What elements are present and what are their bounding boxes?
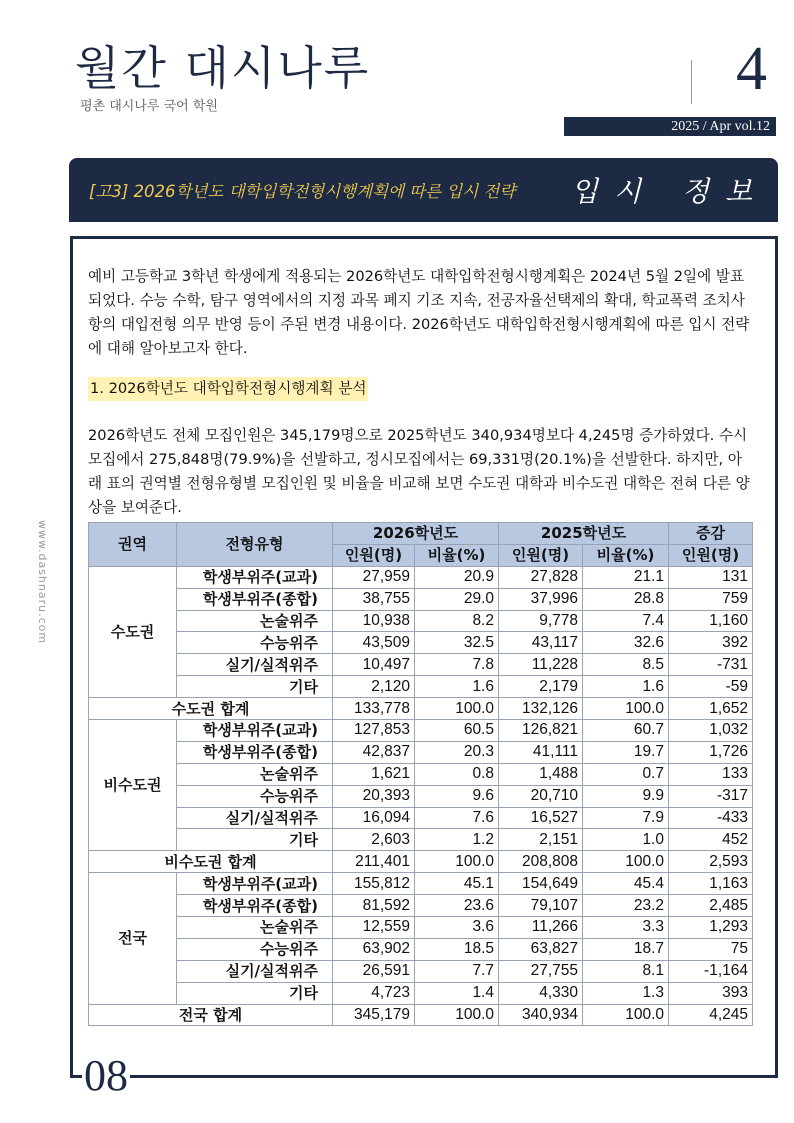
- type-cell: 학생부위주(종합): [177, 895, 333, 917]
- value-cell: 4,723: [333, 982, 415, 1004]
- page-number: 08: [84, 1051, 128, 1100]
- type-cell: 수능위주: [177, 938, 333, 960]
- type-cell: 기타: [177, 982, 333, 1004]
- region-cell: 수도권: [89, 566, 177, 697]
- value-cell: 1.2: [415, 829, 499, 851]
- total-label-cell: 수도권 합계: [89, 698, 333, 720]
- value-cell: 131: [669, 566, 753, 588]
- region-cell: 전국: [89, 873, 177, 1004]
- table-row: [89, 676, 753, 698]
- region-cell: 비수도권: [89, 720, 177, 851]
- value-cell: 8.1: [583, 960, 669, 982]
- total-value-cell: 100.0: [583, 851, 669, 873]
- table-total-row: [89, 698, 753, 720]
- value-cell: 43,509: [333, 632, 415, 654]
- type-cell: 논술위주: [177, 610, 333, 632]
- section-headline: [고3] 2026학년도 대학입학전형시행계획에 따른 입시 전략: [89, 182, 516, 201]
- value-cell: 16,094: [333, 807, 415, 829]
- value-cell: 37,996: [499, 588, 583, 610]
- value-cell: 3.6: [415, 917, 499, 939]
- value-cell: 7.4: [583, 610, 669, 632]
- masthead-divider: [691, 60, 692, 104]
- value-cell: 2,120: [333, 676, 415, 698]
- subsection-heading: 1. 2026학년도 대학입학전형시행계획 분석: [88, 377, 368, 401]
- volume-bar: 2025 / Apr vol.12: [564, 117, 776, 136]
- value-cell: 452: [669, 829, 753, 851]
- value-cell: 32.5: [415, 632, 499, 654]
- type-cell: 학생부위주(종합): [177, 741, 333, 763]
- total-value-cell: 1,652: [669, 698, 753, 720]
- value-cell: 20,393: [333, 785, 415, 807]
- type-cell: 기타: [177, 676, 333, 698]
- value-cell: 11,228: [499, 654, 583, 676]
- header-count-change: 인원(명): [669, 544, 753, 566]
- analysis-paragraph: 2026학년도 전체 모집인원은 345,179명으로 2025학년도 340,934명보다 4,245명 증가하였다. 수시모집에서 275,848명(79.9%)을 선발하고, 정시모집에서는 69,331명(20.1%)을 선발한다. 하지만, 아래 표의 권역별 전형유형별 모집인원 및 비율을 비교해 보면 수도권 대학과 비수도권 대학은 전혀 다른 양상을 보여준다.: [88, 427, 750, 516]
- value-cell: 19.7: [583, 741, 669, 763]
- header-count-2025: 인원(명): [499, 544, 583, 566]
- header-count-2026: 인원(명): [333, 544, 415, 566]
- value-cell: 45.4: [583, 873, 669, 895]
- table-row: [89, 720, 753, 742]
- type-cell: 실기/실적위주: [177, 654, 333, 676]
- side-url: www.dashnaru.com: [36, 520, 49, 645]
- value-cell: 8.5: [583, 654, 669, 676]
- total-label-cell: 비수도권 합계: [89, 851, 333, 873]
- value-cell: 9.9: [583, 785, 669, 807]
- value-cell: 45.1: [415, 873, 499, 895]
- type-cell: 수능위주: [177, 632, 333, 654]
- total-value-cell: 208,808: [499, 851, 583, 873]
- value-cell: 20,710: [499, 785, 583, 807]
- value-cell: 2,151: [499, 829, 583, 851]
- value-cell: 63,827: [499, 938, 583, 960]
- intro-paragraph: 예비 고등학교 3학년 학생에게 적용되는 2026학년도 대학입학전형시행계획은 2024년 5월 2일에 발표되었다. 수능 수학, 탐구 영역에서의 지정 과목 폐지 기조 지속, 전공자율선택제의 확대, 학교폭력 조치사항의 대입전형 의무 반영 등이 주된 변경 내용이다. 2026학년도 대학입학전형시행계획에 따른 입시 전략에 대해 알아보고자 한다.: [88, 268, 750, 357]
- type-cell: 실기/실적위주: [177, 960, 333, 982]
- type-cell: 학생부위주(교과): [177, 873, 333, 895]
- value-cell: 11,266: [499, 917, 583, 939]
- value-cell: 27,959: [333, 566, 415, 588]
- table-row: [89, 566, 753, 588]
- value-cell: -317: [669, 785, 753, 807]
- value-cell: -59: [669, 676, 753, 698]
- value-cell: 126,821: [499, 720, 583, 742]
- value-cell: 1.6: [583, 676, 669, 698]
- header-change: 증감: [669, 523, 753, 545]
- value-cell: 127,853: [333, 720, 415, 742]
- type-cell: 논술위주: [177, 763, 333, 785]
- value-cell: 4,330: [499, 982, 583, 1004]
- admission-table: [88, 522, 753, 1026]
- total-value-cell: 100.0: [415, 851, 499, 873]
- table-row: [89, 873, 753, 895]
- type-cell: 논술위주: [177, 917, 333, 939]
- value-cell: 7.8: [415, 654, 499, 676]
- table-row: [89, 895, 753, 917]
- value-cell: 1,726: [669, 741, 753, 763]
- value-cell: 133: [669, 763, 753, 785]
- masthead-title: 월간 대시나루: [75, 41, 371, 95]
- value-cell: 7.9: [583, 807, 669, 829]
- value-cell: 38,755: [333, 588, 415, 610]
- value-cell: 16,527: [499, 807, 583, 829]
- issue-number: 4: [736, 35, 767, 103]
- value-cell: 1,163: [669, 873, 753, 895]
- value-cell: 1,621: [333, 763, 415, 785]
- header-ratio-2025: 비율(%): [583, 544, 669, 566]
- value-cell: 23.6: [415, 895, 499, 917]
- value-cell: 27,755: [499, 960, 583, 982]
- total-value-cell: 100.0: [583, 698, 669, 720]
- value-cell: 1,293: [669, 917, 753, 939]
- table-total-row: [89, 851, 753, 873]
- value-cell: 20.3: [415, 741, 499, 763]
- total-value-cell: 100.0: [583, 1004, 669, 1026]
- value-cell: 21.1: [583, 566, 669, 588]
- value-cell: 8.2: [415, 610, 499, 632]
- value-cell: 81,592: [333, 895, 415, 917]
- table-row: [89, 960, 753, 982]
- masthead-subtitle: 평촌 대시나루 국어 학원: [80, 99, 218, 114]
- value-cell: 41,111: [499, 741, 583, 763]
- table-row: [89, 654, 753, 676]
- value-cell: 12,559: [333, 917, 415, 939]
- table-row: [89, 763, 753, 785]
- table-row: [89, 982, 753, 1004]
- value-cell: 9,778: [499, 610, 583, 632]
- value-cell: 26,591: [333, 960, 415, 982]
- total-value-cell: 100.0: [415, 1004, 499, 1026]
- table-row: [89, 610, 753, 632]
- total-value-cell: 133,778: [333, 698, 415, 720]
- value-cell: 2,603: [333, 829, 415, 851]
- header-2025: 2025학년도: [499, 523, 669, 545]
- total-value-cell: 2,593: [669, 851, 753, 873]
- total-label-cell: 전국 합계: [89, 1004, 333, 1026]
- section-header: [69, 158, 778, 222]
- value-cell: 155,812: [333, 873, 415, 895]
- total-value-cell: 132,126: [499, 698, 583, 720]
- value-cell: 1,160: [669, 610, 753, 632]
- value-cell: 79,107: [499, 895, 583, 917]
- total-value-cell: 211,401: [333, 851, 415, 873]
- value-cell: 1,488: [499, 763, 583, 785]
- value-cell: 20.9: [415, 566, 499, 588]
- type-cell: 실기/실적위주: [177, 807, 333, 829]
- table-row: [89, 632, 753, 654]
- total-value-cell: 345,179: [333, 1004, 415, 1026]
- table-row: [89, 785, 753, 807]
- value-cell: 1.6: [415, 676, 499, 698]
- value-cell: 2,485: [669, 895, 753, 917]
- value-cell: -1,164: [669, 960, 753, 982]
- table-row: [89, 588, 753, 610]
- value-cell: 3.3: [583, 917, 669, 939]
- value-cell: 63,902: [333, 938, 415, 960]
- value-cell: 0.7: [583, 763, 669, 785]
- value-cell: 28.8: [583, 588, 669, 610]
- table-row: [89, 917, 753, 939]
- value-cell: 0.8: [415, 763, 499, 785]
- value-cell: 1.4: [415, 982, 499, 1004]
- value-cell: 75: [669, 938, 753, 960]
- table-row: [89, 741, 753, 763]
- header-type: 전형유형: [177, 523, 333, 567]
- value-cell: -433: [669, 807, 753, 829]
- total-value-cell: 100.0: [415, 698, 499, 720]
- value-cell: 27,828: [499, 566, 583, 588]
- type-cell: 수능위주: [177, 785, 333, 807]
- value-cell: 7.6: [415, 807, 499, 829]
- header-2026: 2026학년도: [333, 523, 499, 545]
- value-cell: 10,938: [333, 610, 415, 632]
- value-cell: 2,179: [499, 676, 583, 698]
- table-row: [89, 938, 753, 960]
- value-cell: 1.3: [583, 982, 669, 1004]
- value-cell: 18.5: [415, 938, 499, 960]
- value-cell: 60.7: [583, 720, 669, 742]
- table-total-row: [89, 1004, 753, 1026]
- value-cell: 43,117: [499, 632, 583, 654]
- value-cell: 392: [669, 632, 753, 654]
- value-cell: -731: [669, 654, 753, 676]
- value-cell: 1.0: [583, 829, 669, 851]
- value-cell: 32.6: [583, 632, 669, 654]
- type-cell: 기타: [177, 829, 333, 851]
- value-cell: 9.6: [415, 785, 499, 807]
- value-cell: 1,032: [669, 720, 753, 742]
- value-cell: 393: [669, 982, 753, 1004]
- type-cell: 학생부위주(교과): [177, 566, 333, 588]
- table-row: [89, 807, 753, 829]
- value-cell: 7.7: [415, 960, 499, 982]
- table-row: [89, 829, 753, 851]
- type-cell: 학생부위주(교과): [177, 720, 333, 742]
- value-cell: 18.7: [583, 938, 669, 960]
- section-category: 입시 정보: [570, 175, 768, 208]
- value-cell: 60.5: [415, 720, 499, 742]
- value-cell: 10,497: [333, 654, 415, 676]
- header-region: 권역: [89, 523, 177, 567]
- value-cell: 23.2: [583, 895, 669, 917]
- value-cell: 42,837: [333, 741, 415, 763]
- value-cell: 29.0: [415, 588, 499, 610]
- total-value-cell: 4,245: [669, 1004, 753, 1026]
- header-ratio-2026: 비율(%): [415, 544, 499, 566]
- value-cell: 759: [669, 588, 753, 610]
- value-cell: 154,649: [499, 873, 583, 895]
- type-cell: 학생부위주(종합): [177, 588, 333, 610]
- total-value-cell: 340,934: [499, 1004, 583, 1026]
